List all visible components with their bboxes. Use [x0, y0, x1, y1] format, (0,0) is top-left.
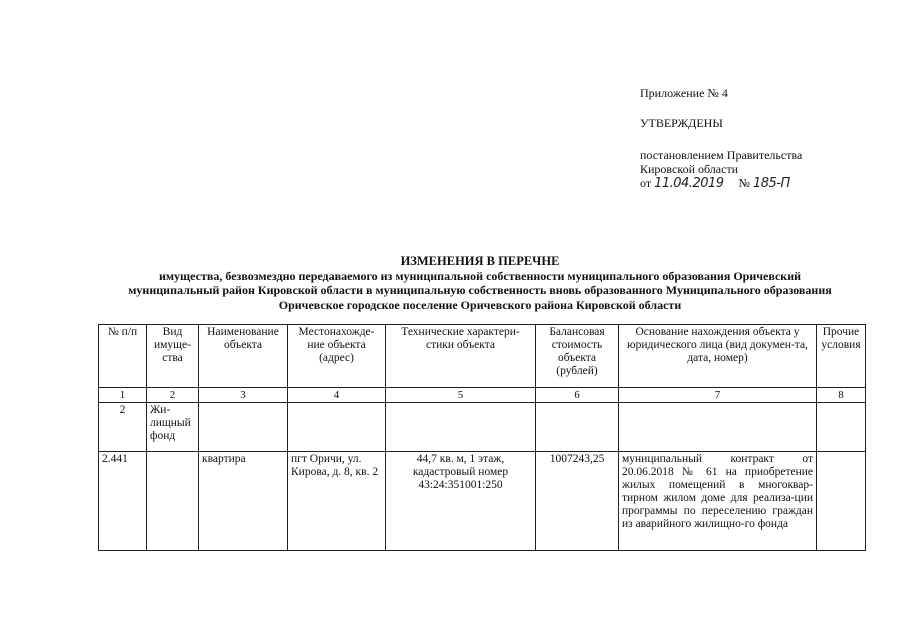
- row-type-cell: [147, 452, 199, 551]
- row-num-cell: 2.441: [99, 452, 147, 551]
- date-prefix: от: [640, 176, 652, 190]
- resolution-date-line: [640, 176, 802, 191]
- column-number: 8: [817, 388, 866, 403]
- group-num-cell: 2: [99, 403, 147, 452]
- header-cell-cost: Балансовая стоимость объекта (рублей): [536, 325, 619, 388]
- empty-cell: [536, 403, 619, 452]
- row-other-cell: [817, 452, 866, 551]
- table-row: [99, 452, 866, 551]
- column-number: 1: [99, 388, 147, 403]
- header-cell-basis: Основание нахождения объекта у юридического лица (вид докумен-та, дата, номер): [619, 325, 817, 388]
- column-number: 5: [386, 388, 536, 403]
- row-basis-cell: муниципальный контракт от 20.06.2018 № 61 на приобретение жилых помещений в многоквар-тирном жилом доме для реализа-ции программы по переселению граждан из аварийного жилищно-го фонда: [619, 452, 817, 551]
- empty-cell: [619, 403, 817, 452]
- column-number: 3: [199, 388, 288, 403]
- header-cell-address: Местонахожде-ние объекта (адрес): [288, 325, 386, 388]
- header-cell-other: Прочие условия: [817, 325, 866, 388]
- resolution-line-1: постановлением Правительства: [640, 148, 803, 162]
- group-type-cell: Жи-лищный фонд: [147, 403, 199, 452]
- appendix-label: Приложение № 4: [640, 86, 728, 100]
- group-row: [99, 403, 866, 452]
- column-number: 4: [288, 388, 386, 403]
- row-address-cell: пгт Оричи, ул. Кирова, д. 8, кв. 2: [288, 452, 386, 551]
- resolution-line-2: Кировской области: [640, 162, 739, 176]
- column-number: 7: [619, 388, 817, 403]
- row-cost-cell: 1007243,25: [536, 452, 619, 551]
- title-main: ИЗМЕНЕНИЯ В ПЕРЕЧНЕ: [400, 254, 560, 268]
- empty-cell: [817, 403, 866, 452]
- handwritten-date: 11.04.2019: [654, 176, 724, 191]
- row-name-cell: квартира: [199, 452, 288, 551]
- title-line-3: Оричевское городское поселение Оричевского района Кировской области: [278, 297, 682, 312]
- column-number-row: [99, 388, 866, 403]
- header-cell-name: Наименование объекта: [199, 325, 288, 388]
- approved-label: УТВЕРЖДЕНЫ: [640, 116, 723, 130]
- header-row: [99, 325, 866, 388]
- title-line-2: муниципальный район Кировской области в муниципальную собственность вновь образованного Муниципального образования: [128, 283, 832, 297]
- handwritten-number: 185-П: [752, 176, 790, 191]
- header-cell-tech: Технические характери-стики объекта: [386, 325, 536, 388]
- number-prefix: №: [738, 176, 750, 190]
- row-tech-cell: 44,7 кв. м, 1 этаж, кадастровый номер 43:24:351001:250: [386, 452, 536, 551]
- document-title: [95, 254, 865, 312]
- empty-cell: [386, 403, 536, 452]
- empty-cell: [199, 403, 288, 452]
- property-table: [98, 324, 866, 551]
- column-number: 2: [147, 388, 199, 403]
- approval-block: [640, 86, 802, 191]
- empty-cell: [288, 403, 386, 452]
- header-cell-num: № п/п: [99, 325, 147, 388]
- title-line-1: имущества, безвозмездно передаваемого из муниципальной собственности муниципального образования Оричевский: [158, 268, 802, 283]
- header-cell-type: Вид имуще-ства: [147, 325, 199, 388]
- column-number: 6: [536, 388, 619, 403]
